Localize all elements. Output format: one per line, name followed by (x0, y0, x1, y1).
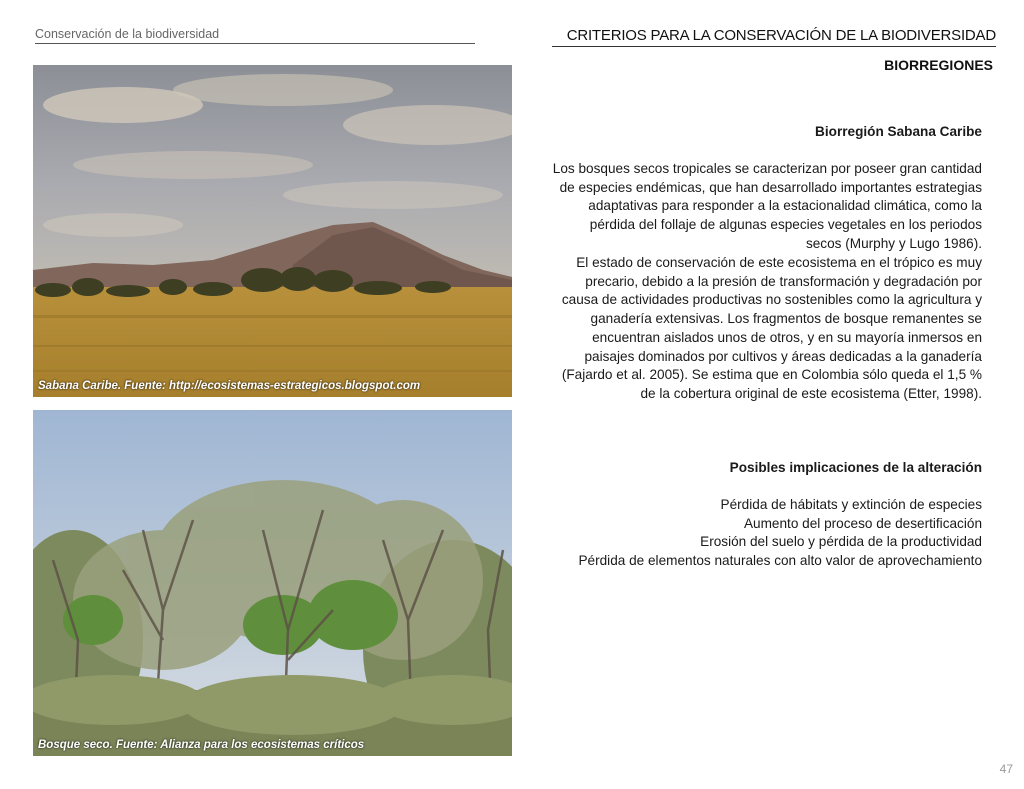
paragraph-dry-forests: Los bosques secos tropicales se caracterizan por poseer gran cantidad de especies endémicas, que han desarrollado importantes estrategias adaptativas para responder a la estacionalidad climática, como la pérdida del follaje de algunas especies vegetales en los periodos secos (Murphy y Lugo 1986). (552, 161, 982, 251)
implications-heading: Posibles implicaciones de la alteración (729, 460, 982, 475)
implications-list (552, 496, 982, 571)
savanna-illustration (33, 65, 512, 397)
savanna-photo (33, 65, 512, 397)
biorregion-heading: Biorregión Sabana Caribe (815, 124, 982, 139)
implication-item: Erosión del suelo y pérdida de la productividad (700, 534, 982, 550)
implication-item: Pérdida de hábitats y extinción de especies (720, 497, 982, 512)
dry-forest-photo (33, 410, 512, 756)
right-running-header: CRITERIOS PARA LA CONSERVACIÓN DE LA BIODIVERSIDAD (552, 27, 996, 47)
implication-item: Aumento del proceso de desertificación (743, 515, 982, 531)
dry-forest-illustration (33, 410, 512, 756)
paragraph-conservation-status: El estado de conservación de este ecosistema en el trópico es muy precario, debido a la presión de transformación y degradación por causa de actividades productivas no sostenibles como la agricultura y ganadería extensivas. Los fragmentos de bosque remanentes se encuentran aislados unos de otros, y en su mayoría inmersos en paisajes dominados por cultivos y áreas dedicadas a la ganadería (Fajardo et al. 2005). Se estima que en Colombia sólo queda el 1,5 % de la cobertura original de este ecosistema (Etter, 1998). (561, 255, 982, 401)
left-running-header: Conservación de la biodiversidad (35, 27, 475, 44)
implication-item: Pérdida de elementos naturales con alto valor de aprovechamiento (578, 553, 982, 569)
page-number: 47 (999, 762, 1013, 776)
section-label: BIORREGIONES (884, 57, 993, 73)
savanna-photo-caption: Sabana Caribe. Fuente: http://ecosistemas-estrategicos.blogspot.com (38, 380, 421, 392)
dry-forest-photo-caption: Bosque seco. Fuente: Alianza para los ecosistemas críticos (38, 739, 365, 751)
